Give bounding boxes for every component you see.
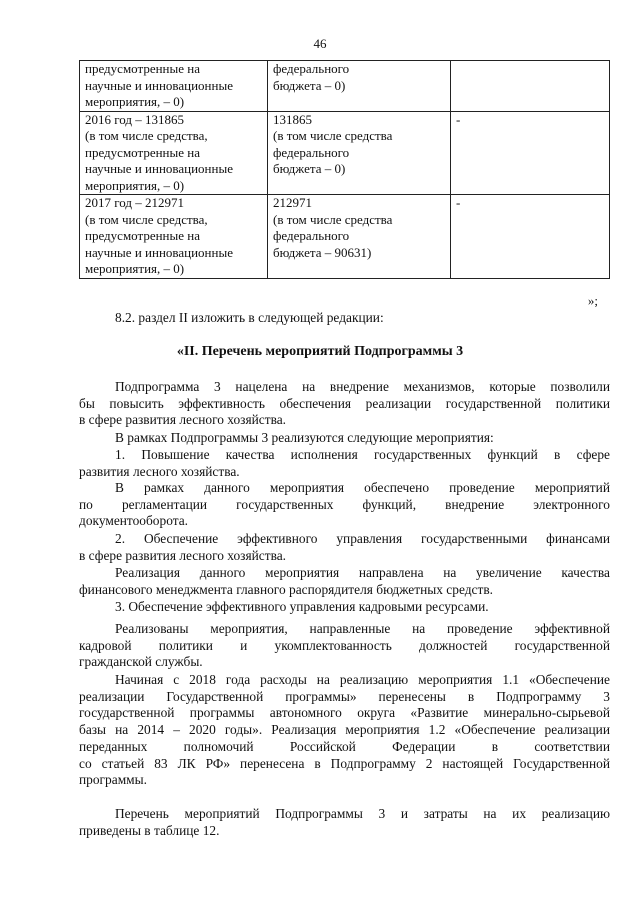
budget-table bbox=[79, 60, 610, 279]
item-8-2-text: 8.2. раздел II изложить в следующей редакции: bbox=[115, 310, 384, 325]
table-cell bbox=[80, 61, 268, 112]
table-cell bbox=[451, 195, 610, 279]
cell-text-line: мероприятия, – 0) bbox=[85, 94, 185, 109]
cell-text-line: 2016 год – 131865 bbox=[85, 111, 184, 127]
paragraph-line: финансового менеджмента главного распорядителя бюджетных средств. bbox=[79, 581, 493, 597]
table-row bbox=[80, 195, 610, 279]
cell-text-line: 212971 bbox=[273, 195, 312, 210]
cell-text-line: - bbox=[456, 111, 461, 127]
paragraph bbox=[79, 379, 610, 429]
paragraph bbox=[79, 806, 610, 839]
paragraph bbox=[79, 565, 610, 598]
cell-text-line: (в том числе средства bbox=[273, 128, 393, 143]
paragraph-line: Перечень мероприятий Подпрограммы 3 и затраты на их реализацию bbox=[115, 806, 610, 821]
paragraph bbox=[79, 531, 610, 564]
cell-text-line: научные и инновационные bbox=[85, 244, 233, 260]
cell-text-line: предусмотренные на bbox=[85, 144, 201, 160]
cell-text-line: мероприятия, – 0) bbox=[85, 261, 185, 276]
paragraph-line: приведены в таблице 12. bbox=[79, 822, 220, 838]
paragraph-line: бы повысить эффективность обеспечения реализации государственной политики bbox=[79, 395, 610, 411]
cell-text-line: (в том числе средства bbox=[273, 211, 393, 227]
cell-text-line: предусмотренные на bbox=[85, 228, 201, 243]
paragraph bbox=[79, 447, 610, 480]
cell-text-line: научные и инновационные bbox=[85, 77, 233, 93]
cell-text-line: бюджета – 0) bbox=[273, 161, 346, 176]
paragraph-line: 2. Обеспечение эффективного управления государственными финансами bbox=[115, 531, 610, 546]
paragraph-line: государственной программы автономного округа «Развитие минерально-сырьевой bbox=[79, 705, 610, 721]
paragraph-line: В рамках данного мероприятия обеспечено проведение мероприятий bbox=[115, 480, 610, 495]
cell-text-line: федерального bbox=[273, 228, 350, 243]
paragraph-line: 3. Обеспечение эффективного управления кадровыми ресурсами. bbox=[115, 599, 489, 614]
paragraph bbox=[79, 672, 610, 789]
paragraph bbox=[79, 480, 610, 530]
paragraph-line: 1. Повышение качества исполнения государственных функций в сфере bbox=[115, 447, 610, 462]
section-heading: «II. Перечень мероприятий Подпрограммы 3 bbox=[176, 344, 464, 359]
paragraph-line: В рамках Подпрограммы 3 реализуются следующие мероприятия: bbox=[115, 430, 494, 445]
cell-text-line: предусмотренные на bbox=[85, 61, 201, 76]
paragraph-line: со статьей 83 ЛК РФ» перенесена в Подпрограмму 2 настоящей Государственной bbox=[79, 755, 610, 771]
item-8-2 bbox=[79, 310, 610, 327]
cell-text-line: (в том числе средства, bbox=[85, 128, 208, 143]
paragraph-line: Реализация данного мероприятия направлена на увеличение качества bbox=[115, 565, 610, 580]
paragraph bbox=[79, 621, 610, 671]
paragraph-line: гражданской службы. bbox=[79, 654, 203, 670]
paragraph-line: реализации Государственной программы» перенесены в Подпрограмму 3 bbox=[79, 688, 610, 704]
table-row bbox=[80, 61, 610, 112]
table-row bbox=[80, 111, 610, 195]
cell-text-line: бюджета – 90631) bbox=[273, 244, 372, 260]
cell-text-line bbox=[456, 61, 604, 78]
paragraph-line: в сфере развития лесного хозяйства. bbox=[79, 412, 287, 428]
paragraph-line: Начиная с 2018 года расходы на реализацию мероприятия 1.1 «Обеспечение bbox=[115, 672, 610, 687]
table-cell bbox=[80, 195, 268, 279]
table-cell bbox=[268, 195, 451, 279]
cell-text-line: научные и инновационные bbox=[85, 161, 233, 176]
cell-text-line: 131865 bbox=[273, 111, 312, 127]
paragraph bbox=[79, 599, 610, 616]
cell-text-line: федерального bbox=[273, 61, 350, 76]
paragraph-line: документооборота. bbox=[79, 513, 189, 529]
paragraph-line: Подпрограмма 3 нацелена на внедрение механизмов, которые позволили bbox=[115, 379, 610, 394]
table-cell bbox=[451, 61, 610, 112]
table-cell bbox=[268, 111, 451, 195]
cell-text-line: бюджета – 0) bbox=[273, 77, 346, 93]
cell-text-line: - bbox=[456, 195, 461, 210]
paragraph-line: развития лесного хозяйства. bbox=[79, 463, 240, 479]
cell-text-line: федерального bbox=[273, 144, 350, 160]
paragraph bbox=[79, 430, 610, 447]
paragraph-line: переданных полномочий Российской Федерации в соответствии bbox=[79, 738, 610, 754]
paragraph-line: Реализованы мероприятия, направленные на проведение эффективной bbox=[115, 621, 610, 636]
cell-text-line: 2017 год – 212971 bbox=[85, 195, 184, 210]
table-cell bbox=[268, 61, 451, 112]
paragraph-line: базы на 2014 – 2020 годы». Реализация мероприятия 1.2 «Обеспечение реализации bbox=[79, 722, 610, 738]
paragraph-line: программы. bbox=[79, 772, 147, 788]
cell-text-line: (в том числе средства, bbox=[85, 211, 208, 227]
paragraph-line: кадровой политики и укомплектованность должностей государственной bbox=[79, 637, 610, 653]
closing-quote: »; bbox=[587, 293, 598, 308]
table-cell bbox=[451, 111, 610, 195]
table-cell bbox=[80, 111, 268, 195]
page-number: 46 bbox=[313, 36, 327, 51]
paragraph-line: по регламентации государственных функций, внедрение электронного bbox=[79, 496, 610, 512]
paragraph-line: в сфере развития лесного хозяйства. bbox=[79, 547, 287, 563]
cell-text-line: мероприятия, – 0) bbox=[85, 177, 185, 193]
